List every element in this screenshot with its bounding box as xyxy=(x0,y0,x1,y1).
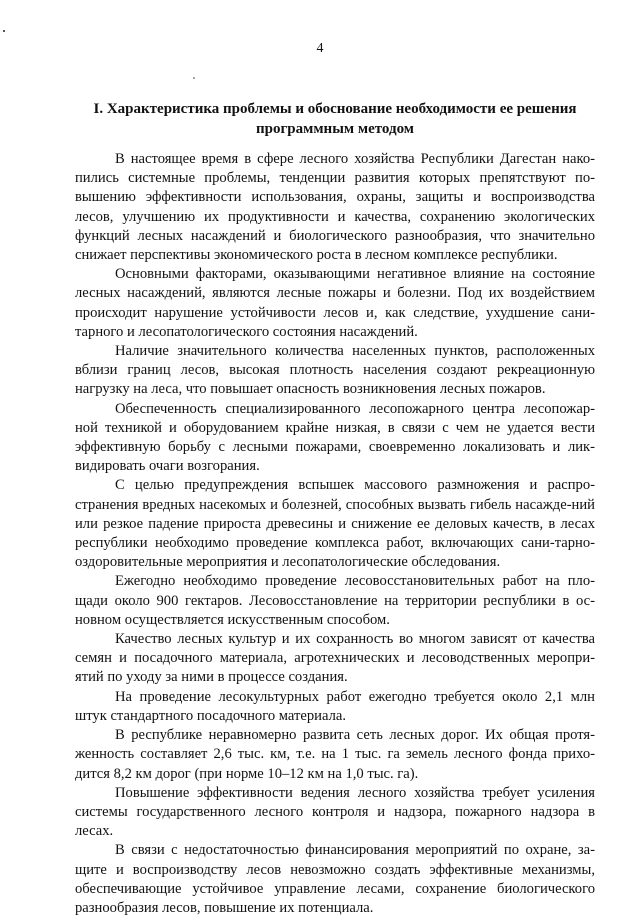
section-heading-line-1: I. Характеристика проблемы и обоснование необходимости ее решения xyxy=(93,101,577,117)
section-heading-line-2: программным методом xyxy=(255,121,415,137)
paragraph: С целью предупреждения вспышек массового размножения и распро-странения вредных насекомых и болезней, способных вызвать гибель насажде-ний или резкое падение прироста древесины и снижение ее деловых качеств, в лесах республики необходимо проведение комплекса работ, включающих сани-тарно-оздоровительные мероприятия и лесопатологические обследования. xyxy=(75,477,595,571)
paragraph: В настоящее время в сфере лесного хозяйства Республики Дагестан нако-пились системные проблемы, тенденции развития которых препятствуют по-вышению эффективности использования, охраны, защиты и воспроизводства лесов, улучшению их продуктивности и качества, сохранению экологических функций лесных насаждений и биологического разнообразия, что значительно снижает перспективы экономического роста в лесном комплексе республики. xyxy=(75,151,595,264)
paragraph: Наличие значительного количества населенных пунктов, расположенных вблизи границ лесов, высокая плотность населения создают рекреационную нагрузку на леса, что повышает опасность возникновения лесных пожаров. xyxy=(75,343,595,398)
paragraph: Обеспеченность специализированного лесопожарного центра лесопожар-ной техникой и оборудованием крайне низкая, в связи с чем не удается вести эффективную борьбу с лесными пожарами, своевременно локализовать и лик-видировать очаги возгорания. xyxy=(75,400,595,475)
paragraph: В республике неравномерно развита сеть лесных дорог. Их общая протя-женность составляет 2,6 тыс. км, т.е. на 1 тыс. га земель лесного фонда прихо-дится 8,2 км дорог (при норме 10–12 км на 1,0 тыс. га). xyxy=(75,727,595,782)
paragraph: На проведение лесокультурных работ ежегодно требуется около 2,1 млн штук стандартного посадочного материала. xyxy=(75,688,595,724)
page-number: 4 xyxy=(316,41,324,56)
paragraph: Качество лесных культур и их сохранность во многом зависят от качества семян и посадочного материала, агротехнических и лесоводственных меропри-ятий по уходу за ними в процессе создания. xyxy=(75,631,595,686)
scan-dot xyxy=(193,77,195,79)
section-heading xyxy=(80,99,590,139)
scan-mark xyxy=(3,30,5,32)
paragraph: Ежегодно необходимо проведение лесовосстановительных работ на пло-щади около 900 гектаров. Лесовосстановление на территории республики в ос-новном осуществляется искусственным способом. xyxy=(75,573,595,628)
body-text xyxy=(75,150,595,918)
paragraph: Основными факторами, оказывающими негативное влияние на состояние лесных насаждений, являются лесные пожары и болезни. Под их воздействием происходит нарушение устойчивости лесов и, как следствие, ухудшение сани-тарного и лесопатологического состояния насаждений. xyxy=(75,266,595,340)
paragraph: В связи с недостаточностью финансирования мероприятий по охране, за-щите и воспроизводству лесов невозможно создать эффективные механизмы, обеспечивающие устойчивое управление лесами, сохранение биологического разнообразия лесов, повышение их потенциала. xyxy=(75,842,595,916)
paragraph: Повышение эффективности ведения лесного хозяйства требует усиления системы государственного лесного контроля и надзора, пожарного надзора в лесах. xyxy=(75,784,595,840)
